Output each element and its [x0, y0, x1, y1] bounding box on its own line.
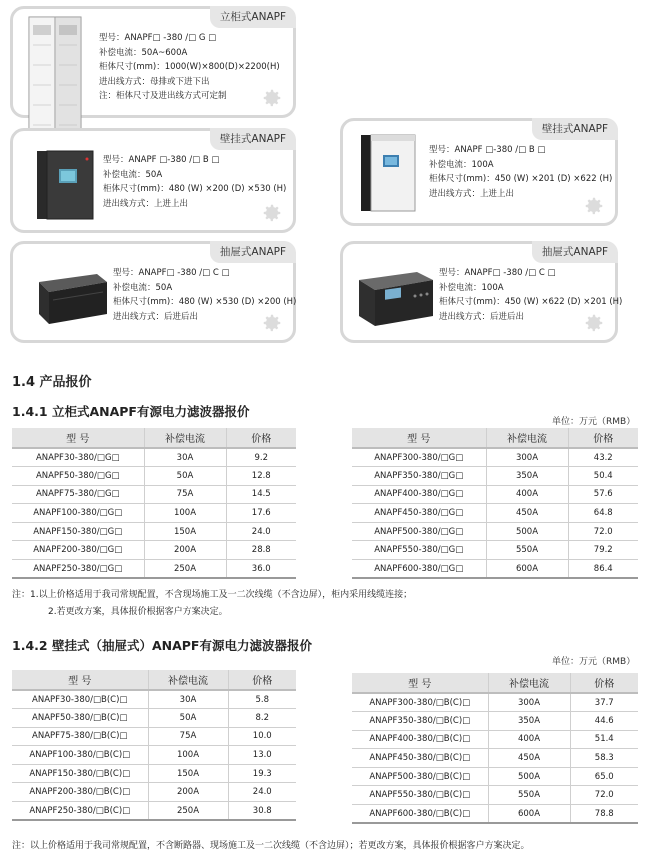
current-cell: 550A: [486, 541, 568, 560]
sub2-note: 注：以上价格适用于我司常规配置，不含断路器、现场施工及一二次线缆（不含边屏）；若更改方案，具体报价根据客户方案决定。: [12, 841, 530, 851]
model-cell: ANAPF200-380/□G□: [12, 541, 144, 560]
model-cell: ANAPF500-380/□B(C)□: [352, 767, 488, 786]
current-cell: 400A: [486, 485, 568, 504]
current-cell: 100A: [148, 746, 228, 765]
spec-size: 柜体尺寸(mm)：480 (W) ×200 (D) ×530 (H): [103, 184, 287, 194]
table-row: [352, 541, 638, 560]
current-cell: 250A: [148, 802, 228, 821]
spec-current: 补偿电流：100A: [429, 159, 494, 170]
sub2-table-right: [352, 673, 638, 824]
model-cell: ANAPF100-380/□G□: [12, 504, 144, 523]
table-row: [12, 802, 296, 821]
spec-wiring: 进出线方式：上进上出: [103, 198, 189, 209]
price-cell: 8.2: [228, 709, 296, 728]
table-row: [352, 805, 638, 824]
model-cell: ANAPF150-380/□G□: [12, 522, 144, 541]
model-cell: ANAPF500-380/□G□: [352, 522, 486, 541]
current-cell: 75A: [148, 727, 228, 746]
spec-size: 柜体尺寸(mm)：480 (W) ×530 (D) ×200 (H): [113, 297, 297, 307]
price-cell: 78.8: [570, 805, 638, 824]
sub1-note-2: 2.若更改方案，具体报价根据客户方案决定。: [48, 607, 228, 617]
price-cell: 44.6: [570, 712, 638, 731]
spec-note: 注：柜体尺寸及进出线方式可定制: [99, 91, 227, 101]
gear-icon: [583, 312, 605, 334]
table-row: [12, 560, 296, 579]
table-row: [352, 693, 638, 712]
wall-mount-unit-image: [35, 149, 95, 221]
table-row: [12, 690, 296, 709]
spec-model: 型号：ANAPF □-380 /□ B □: [103, 155, 220, 165]
product-card-drawer-50a: [10, 241, 296, 343]
gear-icon: [583, 195, 605, 217]
current-cell: 300A: [488, 693, 570, 712]
table-row: [12, 485, 296, 504]
product-card-drawer-100a: [340, 241, 623, 343]
current-cell: 50A: [144, 467, 226, 486]
col-price: 价格: [228, 670, 296, 690]
table-row: [352, 786, 638, 805]
model-cell: ANAPF75-380/□G□: [12, 485, 144, 504]
price-cell: 9.2: [226, 448, 296, 467]
price-cell: 30.8: [228, 802, 296, 821]
col-price: 价格: [570, 673, 638, 693]
product-card-wall-100a: [340, 118, 618, 226]
model-cell: ANAPF600-380/□G□: [352, 560, 486, 579]
model-cell: ANAPF100-380/□B(C)□: [12, 746, 148, 765]
model-cell: ANAPF550-380/□B(C)□: [352, 786, 488, 805]
table-row: [352, 730, 638, 749]
spec-wiring: 进出线方式：后进后出: [439, 311, 525, 322]
col-model: 型 号: [12, 670, 148, 690]
table-row: [352, 560, 638, 579]
col-price: 价格: [568, 428, 638, 448]
col-model: 型 号: [12, 428, 144, 448]
current-cell: 30A: [144, 448, 226, 467]
price-cell: 19.3: [228, 764, 296, 783]
current-cell: 550A: [488, 786, 570, 805]
current-cell: 250A: [144, 560, 226, 579]
spec-size: 柜体尺寸(mm)：450 (W) ×622 (D) ×201 (H): [439, 297, 623, 307]
spec-current: 补偿电流：100A: [439, 282, 504, 293]
spec-model: 型号：ANAPF □-380 /□ B □: [429, 145, 546, 155]
sub2-unit: 单位：万元（RMB）: [552, 657, 636, 667]
model-cell: ANAPF400-380/□B(C)□: [352, 730, 488, 749]
sub2-table-left: [12, 670, 296, 821]
product-card-wall-50a: [10, 128, 296, 233]
table-row: [12, 448, 296, 467]
card-tag: 壁挂式ANAPF: [210, 128, 296, 150]
spec-wiring: 进出线方式：上进上出: [429, 188, 515, 199]
table-row: [352, 522, 638, 541]
model-cell: ANAPF400-380/□G□: [352, 485, 486, 504]
price-cell: 17.6: [226, 504, 296, 523]
spec-size: 柜体尺寸(mm)：1000(W)×800(D)×2200(H): [99, 62, 280, 72]
sub1-table-left: [12, 428, 296, 579]
price-cell: 58.3: [570, 749, 638, 768]
card-tag: 抽屉式ANAPF: [532, 241, 618, 263]
col-current: 补偿电流: [488, 673, 570, 693]
col-current: 补偿电流: [144, 428, 226, 448]
current-cell: 75A: [144, 485, 226, 504]
table-row: [12, 764, 296, 783]
gear-icon: [261, 87, 283, 109]
price-cell: 24.0: [226, 522, 296, 541]
current-cell: 450A: [486, 504, 568, 523]
current-cell: 50A: [148, 709, 228, 728]
current-cell: 600A: [488, 805, 570, 824]
current-cell: 400A: [488, 730, 570, 749]
spec-current: 补偿电流：50A~600A: [99, 47, 188, 58]
price-cell: 65.0: [570, 767, 638, 786]
product-card-cabinet: [10, 6, 296, 118]
card-tag: 壁挂式ANAPF: [532, 118, 618, 140]
price-cell: 13.0: [228, 746, 296, 765]
current-cell: 450A: [488, 749, 570, 768]
model-cell: ANAPF300-380/□B(C)□: [352, 693, 488, 712]
table-row: [352, 485, 638, 504]
price-cell: 57.6: [568, 485, 638, 504]
table-row: [352, 448, 638, 467]
current-cell: 600A: [486, 560, 568, 579]
card-tag: 抽屉式ANAPF: [210, 241, 296, 263]
price-cell: 43.2: [568, 448, 638, 467]
model-cell: ANAPF50-380/□B(C)□: [12, 709, 148, 728]
model-cell: ANAPF50-380/□G□: [12, 467, 144, 486]
table-row: [12, 522, 296, 541]
table-row: [12, 746, 296, 765]
current-cell: 500A: [488, 767, 570, 786]
model-cell: ANAPF450-380/□G□: [352, 504, 486, 523]
table-row: [12, 467, 296, 486]
price-cell: 28.8: [226, 541, 296, 560]
price-cell: 24.0: [228, 783, 296, 802]
spec-wiring: 进出线方式：母排或下进下出: [99, 76, 210, 87]
model-cell: ANAPF200-380/□B(C)□: [12, 783, 148, 802]
price-cell: 51.4: [570, 730, 638, 749]
model-cell: ANAPF30-380/□G□: [12, 448, 144, 467]
price-cell: 5.8: [228, 690, 296, 709]
model-cell: ANAPF600-380/□B(C)□: [352, 805, 488, 824]
col-current: 补偿电流: [148, 670, 228, 690]
drawer-unit-image: [33, 270, 109, 326]
spec-model: 型号：ANAPF□ -380 /□ G □: [99, 33, 217, 43]
sub1-note-1: 注：1.以上价格适用于我司常规配置，不含现场施工及一二次线缆（不含边屏），柜内采用线缆连接；: [12, 590, 413, 600]
sub1-table-right: [352, 428, 638, 579]
current-cell: 500A: [486, 522, 568, 541]
current-cell: 300A: [486, 448, 568, 467]
drawer-unit-image: [355, 266, 437, 330]
model-cell: ANAPF250-380/□B(C)□: [12, 802, 148, 821]
price-cell: 12.8: [226, 467, 296, 486]
current-cell: 350A: [486, 467, 568, 486]
model-cell: ANAPF550-380/□G□: [352, 541, 486, 560]
table-row: [352, 749, 638, 768]
current-cell: 350A: [488, 712, 570, 731]
model-cell: ANAPF300-380/□G□: [352, 448, 486, 467]
sub1-unit: 单位：万元（RMB）: [552, 417, 636, 427]
table-row: [352, 504, 638, 523]
card-tag: 立柜式ANAPF: [210, 6, 296, 28]
spec-wiring: 进出线方式：后进后出: [113, 311, 199, 322]
spec-size: 柜体尺寸(mm)：450 (W) ×201 (D) ×622 (H): [429, 174, 613, 184]
table-row: [352, 767, 638, 786]
price-cell: 10.0: [228, 727, 296, 746]
spec-model: 型号：ANAPF□ -380 /□ C □: [113, 268, 230, 278]
card-specs: [429, 143, 612, 201]
table-row: [352, 467, 638, 486]
price-cell: 36.0: [226, 560, 296, 579]
price-cell: 86.4: [568, 560, 638, 579]
model-cell: ANAPF350-380/□B(C)□: [352, 712, 488, 731]
model-cell: ANAPF75-380/□B(C)□: [12, 727, 148, 746]
current-cell: 200A: [148, 783, 228, 802]
sub1-title: 1.4.1 立柜式ANAPF有源电力滤波器报价: [12, 404, 250, 419]
spec-model: 型号：ANAPF□ -380 /□ C □: [439, 268, 556, 278]
model-cell: ANAPF30-380/□B(C)□: [12, 690, 148, 709]
model-cell: ANAPF450-380/□B(C)□: [352, 749, 488, 768]
price-cell: 50.4: [568, 467, 638, 486]
col-current: 补偿电流: [486, 428, 568, 448]
model-cell: ANAPF350-380/□G□: [352, 467, 486, 486]
table-row: [12, 709, 296, 728]
price-cell: 37.7: [570, 693, 638, 712]
gear-icon: [261, 312, 283, 334]
spec-current: 补偿电流：50A: [113, 282, 173, 293]
price-cell: 72.0: [570, 786, 638, 805]
current-cell: 30A: [148, 690, 228, 709]
spec-current: 补偿电流：50A: [103, 169, 163, 180]
wall-mount-unit-image: [359, 133, 419, 213]
table-row: [352, 712, 638, 731]
price-cell: 14.5: [226, 485, 296, 504]
price-cell: 79.2: [568, 541, 638, 560]
table-row: [12, 541, 296, 560]
current-cell: 150A: [148, 764, 228, 783]
col-price: 价格: [226, 428, 296, 448]
current-cell: 200A: [144, 541, 226, 560]
table-row: [12, 783, 296, 802]
current-cell: 150A: [144, 522, 226, 541]
table-row: [12, 727, 296, 746]
card-specs: [99, 31, 280, 104]
table-row: [12, 504, 296, 523]
sub2-title: 1.4.2 壁挂式（抽屉式）ANAPF有源电力滤波器报价: [12, 638, 312, 653]
col-model: 型 号: [352, 428, 486, 448]
current-cell: 100A: [144, 504, 226, 523]
model-cell: ANAPF150-380/□B(C)□: [12, 764, 148, 783]
card-specs: [103, 153, 286, 211]
section-title: 1.4 产品报价: [12, 375, 92, 390]
gear-icon: [261, 202, 283, 224]
price-cell: 64.8: [568, 504, 638, 523]
col-model: 型 号: [352, 673, 488, 693]
price-cell: 72.0: [568, 522, 638, 541]
model-cell: ANAPF250-380/□G□: [12, 560, 144, 579]
